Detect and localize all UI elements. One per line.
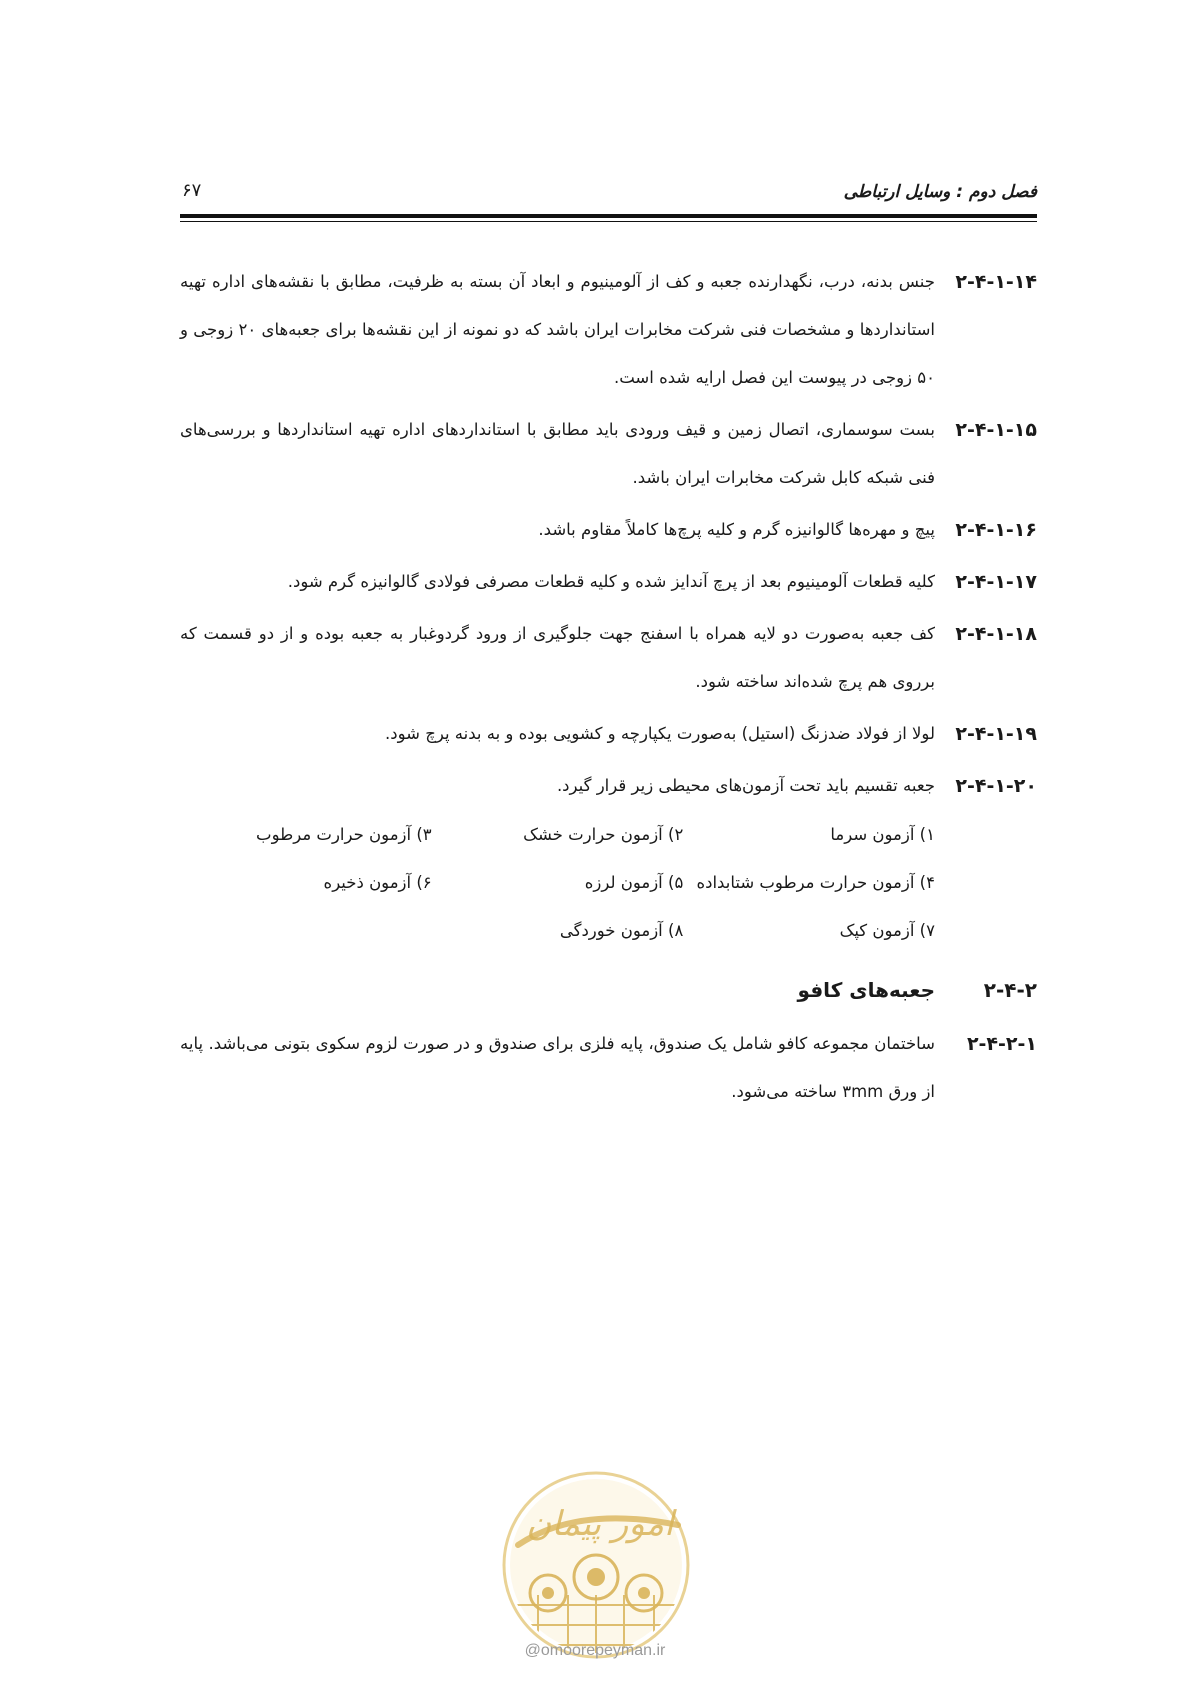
- page-body: [180, 258, 1037, 1116]
- clause-2-4-1-16: [180, 506, 1037, 554]
- environmental-tests-list: [180, 810, 1037, 954]
- clause-text: ساختمان مجموعه کافو شامل یک صندوق، پایه فلزی برای صندوق و در صورت لزوم سکوی بتونی می‌باشد. پایه از ورق ۳mm ساخته می‌شود.: [180, 1034, 935, 1101]
- at-icon: @: [524, 1642, 541, 1659]
- page-number: ۶۷: [182, 180, 202, 201]
- test-item: ۵) آزمون لرزه: [584, 872, 684, 892]
- chapter-title: فصل دوم : وسایل ارتباطی: [843, 182, 1037, 202]
- clause-text: پیچ و مهره‌ها گالوانیزه گرم و کلیه پرچ‌ها کاملاً مقاوم باشد.: [538, 520, 935, 539]
- clause-2-4-1-14: [180, 258, 1037, 402]
- tests-row: [180, 810, 935, 858]
- tests-row: [180, 906, 935, 954]
- section-number: ۲-۴-۲: [983, 978, 1037, 1002]
- clause-text: کلیه قطعات آلومینیوم بعد از پرچ آندایز شده و کلیه قطعات مصرفی فولادی گالوانیزه گرم شود.: [287, 572, 935, 591]
- clause-number: ۲-۴-۱-۱۶: [955, 519, 1037, 541]
- test-item: ۷) آزمون کپک: [839, 920, 935, 940]
- clause-2-4-1-18: [180, 610, 1037, 706]
- clause-2-4-1-15: [180, 406, 1037, 502]
- test-item: ۸) آزمون خوردگی: [559, 920, 684, 940]
- clause-text: بست سوسماری، اتصال زمین و قیف ورودی باید مطابق با استانداردهای اداره تهیه استانداردها و بررسی‌های فنی شبکه کابل شرکت مخابرات ایران باشد.: [180, 420, 935, 487]
- clause-number: ۲-۴-۲-۱: [966, 1033, 1037, 1055]
- section-title: جعبه‌های کافو: [797, 978, 935, 1002]
- clause-2-4-1-19: [180, 710, 1037, 758]
- clause-text: جنس بدنه، درب، نگهدارنده جعبه و کف از آلومینیوم و ابعاد آن بسته به ظرفیت، مطابق با نقشه‌های اداره تهیه استانداردها و مشخصات فنی شرکت مخابرات ایران باشد که دو نمونه از این نقشه‌ها برای جعبه‌های ۲۰ زوجی و ۵۰ زوجی در پیوست این فصل ارایه شده است.: [180, 272, 935, 387]
- header-rule-thin: [180, 221, 1037, 222]
- tests-row: [180, 858, 935, 906]
- test-item: ۳) آزمون حرارت مرطوب: [256, 824, 432, 844]
- page-header: [180, 180, 1037, 214]
- clause-text: جعبه تقسیم باید تحت آزمون‌های محیطی زیر قرار گیرد.: [556, 776, 935, 795]
- test-item: ۱) آزمون سرما: [830, 824, 935, 844]
- watermark-url-text: omoorepeyman.ir: [540, 1642, 666, 1659]
- test-item: ۶) آزمون ذخیره: [323, 872, 432, 892]
- clause-text: لولا از فولاد ضدزنگ (استیل) به‌صورت یکپارچه و کشویی بوده و به بدنه پرچ شود.: [385, 724, 935, 743]
- clause-number: ۲-۴-۱-۱۷: [955, 571, 1037, 593]
- test-item: ۲) آزمون حرارت خشک: [523, 824, 684, 844]
- clause-2-4-1-17: [180, 558, 1037, 606]
- logo-text: امور پیمان: [526, 1504, 674, 1544]
- clause-number: ۲-۴-۱-۱۴: [955, 271, 1037, 293]
- clause-2-4-2-1: [180, 1020, 1037, 1116]
- clause-2-4-1-20: [180, 762, 1037, 810]
- section-heading: [180, 964, 1037, 1020]
- clause-text: کف جعبه به‌صورت دو لایه همراه با اسفنج جهت جلوگیری از ورود گردوغبار به جعبه بوده و از دو قسمت که برروی هم پرچ شده‌اند ساخته شود.: [180, 624, 935, 691]
- clause-number: ۲-۴-۱-۱۸: [955, 623, 1037, 645]
- clause-number: ۲-۴-۱-۱۹: [955, 723, 1037, 745]
- watermark-url: [480, 1642, 710, 1660]
- clause-number: ۲-۴-۱-۱۵: [955, 419, 1037, 441]
- header-rule-thick: [180, 214, 1037, 218]
- clause-number: ۲-۴-۱-۲۰: [955, 775, 1037, 797]
- test-item: ۴) آزمون حرارت مرطوب شتابداده: [696, 872, 935, 892]
